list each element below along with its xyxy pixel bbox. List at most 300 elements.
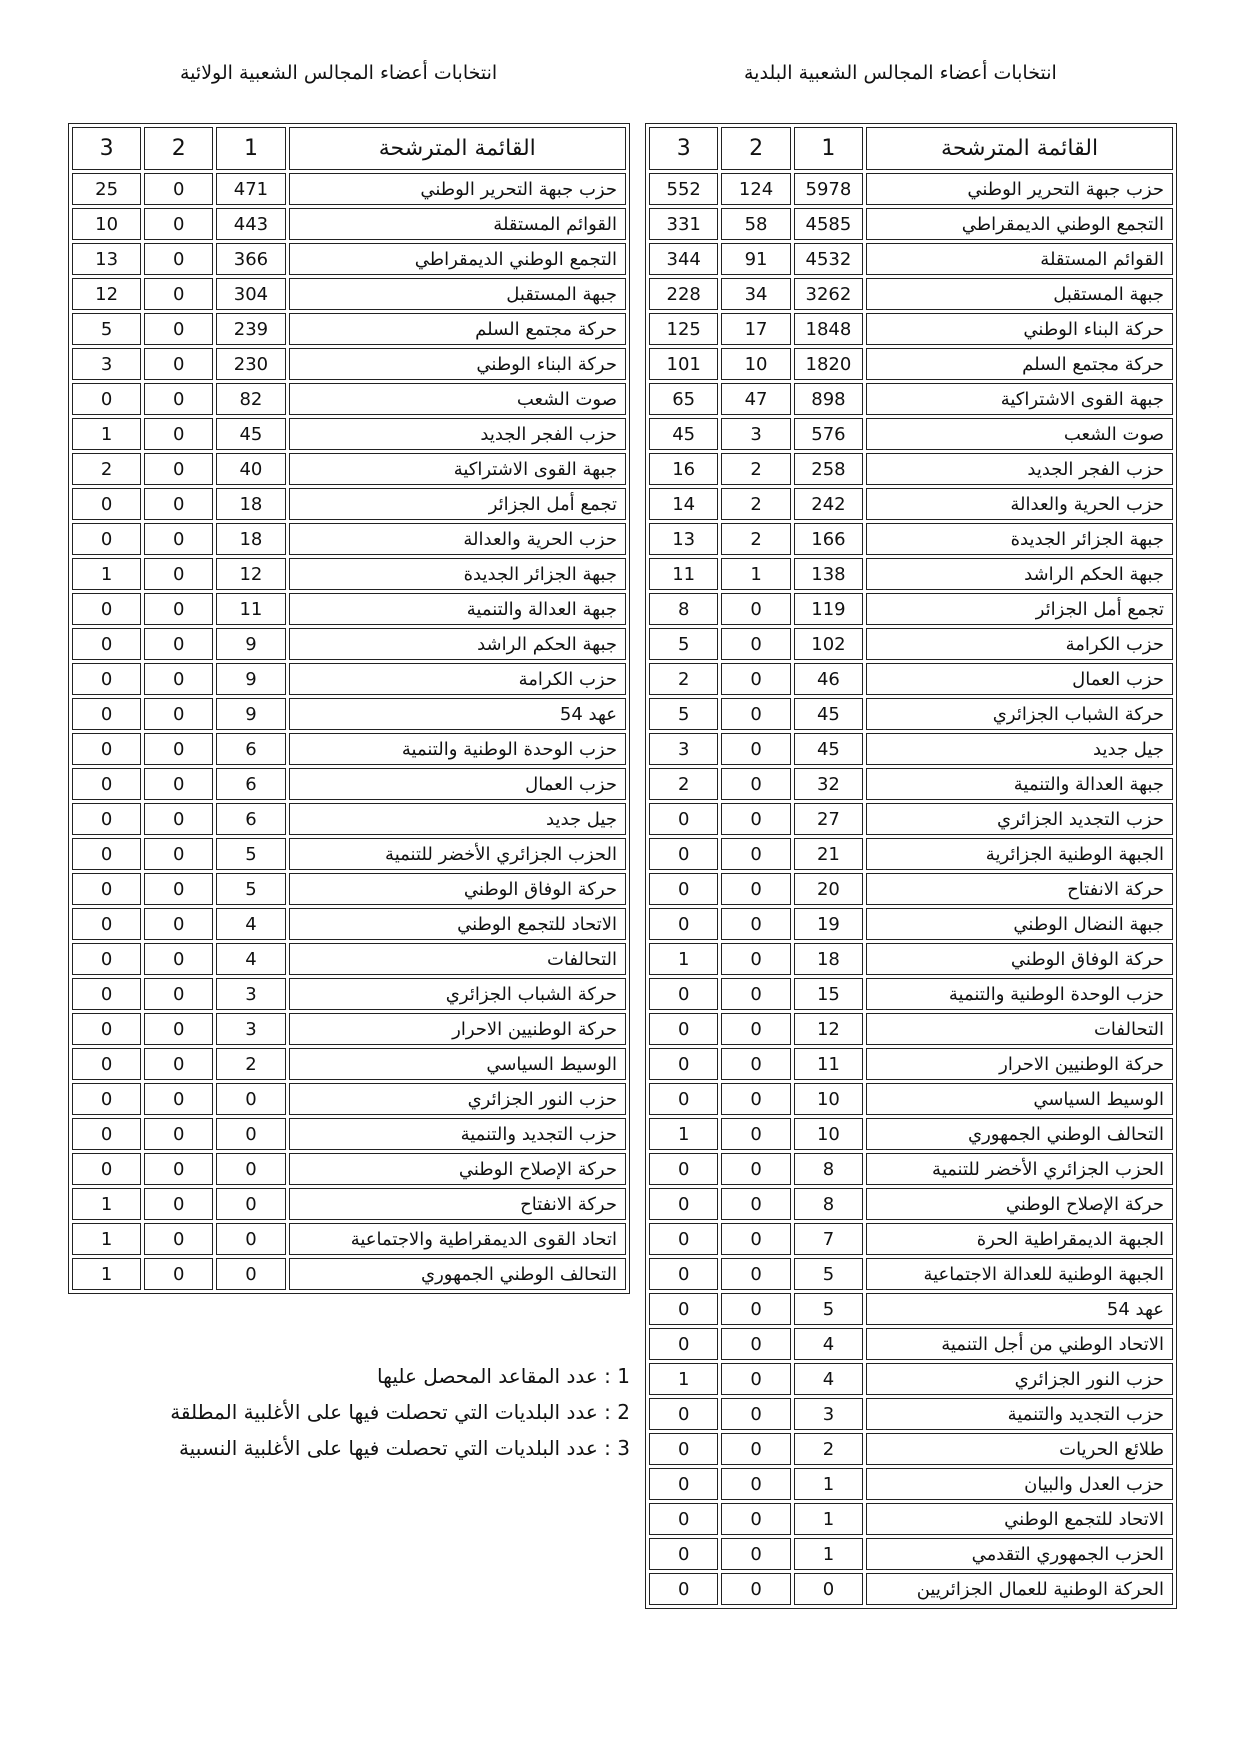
header-list: القائمة المترشحة — [289, 127, 626, 170]
table-row — [72, 698, 626, 730]
seats-cell: 9 — [216, 628, 285, 660]
party-name-cell: حركة الوفاق الوطني — [289, 873, 626, 905]
header-col-2: 2 — [721, 127, 790, 170]
baladia-results-table — [645, 123, 1177, 1609]
party-name-cell: القوائم المستقلة — [289, 208, 626, 240]
seats-cell: 0 — [216, 1188, 285, 1220]
seats-cell: 242 — [794, 488, 863, 520]
table-row — [72, 1048, 626, 1080]
table-row — [649, 1223, 1173, 1255]
party-name-cell: حركة مجتمع السلم — [289, 313, 626, 345]
relative-majority-cell: 11 — [649, 558, 718, 590]
party-name-cell: جبهة القوى الاشتراكية — [289, 453, 626, 485]
seats-cell: 304 — [216, 278, 285, 310]
relative-majority-cell: 5 — [72, 313, 141, 345]
seats-cell: 9 — [216, 698, 285, 730]
relative-majority-cell: 3 — [72, 348, 141, 380]
party-name-cell: الجبهة الوطنية للعدالة الاجتماعية — [866, 1258, 1173, 1290]
table-row — [649, 1503, 1173, 1535]
table-row — [649, 523, 1173, 555]
absolute-majority-cell: 47 — [721, 383, 790, 415]
table-row — [649, 1013, 1173, 1045]
baladia-title: انتخابات أعضاء المجالس الشعبية البلدية — [744, 62, 1057, 84]
party-name-cell: صوت الشعب — [289, 383, 626, 415]
table-row — [649, 383, 1173, 415]
seats-cell: 0 — [794, 1573, 863, 1605]
relative-majority-cell: 0 — [649, 1223, 718, 1255]
absolute-majority-cell: 17 — [721, 313, 790, 345]
absolute-majority-cell: 2 — [721, 523, 790, 555]
table-row — [72, 908, 626, 940]
table-row — [72, 208, 626, 240]
absolute-majority-cell: 58 — [721, 208, 790, 240]
party-name-cell: التجمع الوطني الديمقراطي — [866, 208, 1173, 240]
absolute-majority-cell: 0 — [144, 1083, 213, 1115]
relative-majority-cell: 45 — [649, 418, 718, 450]
seats-cell: 1 — [794, 1468, 863, 1500]
table-row — [649, 243, 1173, 275]
relative-majority-cell: 0 — [649, 1468, 718, 1500]
absolute-majority-cell: 0 — [721, 1538, 790, 1570]
seats-cell: 20 — [794, 873, 863, 905]
party-name-cell: حزب الكرامة — [289, 663, 626, 695]
absolute-majority-cell: 91 — [721, 243, 790, 275]
party-name-cell: حركة الإصلاح الوطني — [289, 1153, 626, 1185]
seats-cell: 5 — [216, 873, 285, 905]
party-name-cell: الاتحاد للتجمع الوطني — [289, 908, 626, 940]
table-row — [649, 173, 1173, 205]
seats-cell: 11 — [216, 593, 285, 625]
absolute-majority-cell: 0 — [144, 803, 213, 835]
absolute-majority-cell: 0 — [721, 1468, 790, 1500]
absolute-majority-cell: 0 — [721, 1188, 790, 1220]
relative-majority-cell: 13 — [72, 243, 141, 275]
party-name-cell: الجبهة الوطنية الجزائرية — [866, 838, 1173, 870]
party-name-cell: الحزب الجزائري الأخضر للتنمية — [289, 838, 626, 870]
absolute-majority-cell: 0 — [144, 838, 213, 870]
party-name-cell: حزب التجديد والتنمية — [866, 1398, 1173, 1430]
party-name-cell: حزب الفجر الجديد — [289, 418, 626, 450]
table-row — [649, 663, 1173, 695]
absolute-majority-cell: 0 — [144, 243, 213, 275]
relative-majority-cell: 0 — [72, 838, 141, 870]
table-row — [649, 908, 1173, 940]
seats-cell: 138 — [794, 558, 863, 590]
table-row — [72, 838, 626, 870]
party-name-cell: جبهة الجزائر الجديدة — [866, 523, 1173, 555]
absolute-majority-cell: 0 — [144, 488, 213, 520]
seats-cell: 27 — [794, 803, 863, 835]
party-name-cell: جيل جديد — [289, 803, 626, 835]
relative-majority-cell: 0 — [72, 593, 141, 625]
relative-majority-cell: 10 — [72, 208, 141, 240]
relative-majority-cell: 1 — [72, 1223, 141, 1255]
seats-cell: 6 — [216, 733, 285, 765]
table-row — [649, 488, 1173, 520]
seats-cell: 1 — [794, 1538, 863, 1570]
party-name-cell: حركة مجتمع السلم — [866, 348, 1173, 380]
relative-majority-cell: 0 — [72, 523, 141, 555]
seats-cell: 32 — [794, 768, 863, 800]
absolute-majority-cell: 0 — [144, 1188, 213, 1220]
absolute-majority-cell: 0 — [721, 1503, 790, 1535]
table-row — [72, 1013, 626, 1045]
table-row — [72, 593, 626, 625]
table-row — [72, 488, 626, 520]
absolute-majority-cell: 0 — [144, 698, 213, 730]
absolute-majority-cell: 0 — [144, 558, 213, 590]
relative-majority-cell: 0 — [649, 978, 718, 1010]
table-row — [649, 803, 1173, 835]
relative-majority-cell: 12 — [72, 278, 141, 310]
legend-item-2: 2 : عدد البلديات التي تحصلت فيها على الأغلبية المطلقة — [170, 1400, 630, 1424]
relative-majority-cell: 228 — [649, 278, 718, 310]
party-name-cell: تجمع أمل الجزائر — [289, 488, 626, 520]
table-row — [72, 173, 626, 205]
party-name-cell: جبهة المستقبل — [866, 278, 1173, 310]
seats-cell: 18 — [216, 488, 285, 520]
relative-majority-cell: 16 — [649, 453, 718, 485]
table-row — [649, 628, 1173, 660]
party-name-cell: جبهة الحكم الراشد — [866, 558, 1173, 590]
seats-cell: 4 — [216, 943, 285, 975]
header-list: القائمة المترشحة — [866, 127, 1173, 170]
table-row — [649, 1538, 1173, 1570]
absolute-majority-cell: 0 — [721, 1083, 790, 1115]
relative-majority-cell: 0 — [649, 1293, 718, 1325]
absolute-majority-cell: 0 — [144, 1223, 213, 1255]
absolute-majority-cell: 0 — [721, 1153, 790, 1185]
relative-majority-cell: 1 — [649, 1363, 718, 1395]
party-name-cell: حزب جبهة التحرير الوطني — [289, 173, 626, 205]
seats-cell: 8 — [794, 1153, 863, 1185]
party-name-cell: حزب جبهة التحرير الوطني — [866, 173, 1173, 205]
relative-majority-cell: 0 — [72, 1048, 141, 1080]
table-row — [72, 558, 626, 590]
header-col-1: 1 — [794, 127, 863, 170]
relative-majority-cell: 2 — [649, 663, 718, 695]
party-name-cell: حركة الوطنيين الاحرار — [289, 1013, 626, 1045]
party-name-cell: التجمع الوطني الديمقراطي — [289, 243, 626, 275]
table-row — [72, 523, 626, 555]
seats-cell: 102 — [794, 628, 863, 660]
seats-cell: 443 — [216, 208, 285, 240]
table-row — [72, 768, 626, 800]
absolute-majority-cell: 0 — [144, 1013, 213, 1045]
party-name-cell: تجمع أمل الجزائر — [866, 593, 1173, 625]
absolute-majority-cell: 0 — [144, 348, 213, 380]
seats-cell: 3 — [216, 978, 285, 1010]
party-name-cell: عهد 54 — [866, 1293, 1173, 1325]
absolute-majority-cell: 0 — [144, 628, 213, 660]
party-name-cell: الاتحاد للتجمع الوطني — [866, 1503, 1173, 1535]
relative-majority-cell: 0 — [72, 908, 141, 940]
relative-majority-cell: 1 — [649, 943, 718, 975]
relative-majority-cell: 0 — [72, 1083, 141, 1115]
party-name-cell: الحزب الجزائري الأخضر للتنمية — [866, 1153, 1173, 1185]
absolute-majority-cell: 0 — [144, 943, 213, 975]
relative-majority-cell: 0 — [72, 383, 141, 415]
table-header-row — [649, 127, 1173, 170]
absolute-majority-cell: 0 — [144, 1258, 213, 1290]
relative-majority-cell: 0 — [649, 1538, 718, 1570]
relative-majority-cell: 331 — [649, 208, 718, 240]
absolute-majority-cell: 0 — [721, 1223, 790, 1255]
party-name-cell: حزب التجديد والتنمية — [289, 1118, 626, 1150]
absolute-majority-cell: 2 — [721, 453, 790, 485]
party-name-cell: حزب النور الجزائري — [289, 1083, 626, 1115]
relative-majority-cell: 1 — [72, 1258, 141, 1290]
absolute-majority-cell: 0 — [144, 418, 213, 450]
relative-majority-cell: 0 — [649, 1503, 718, 1535]
table-row — [649, 593, 1173, 625]
absolute-majority-cell: 0 — [144, 173, 213, 205]
absolute-majority-cell: 0 — [144, 1153, 213, 1185]
absolute-majority-cell: 0 — [721, 1398, 790, 1430]
relative-majority-cell: 0 — [72, 663, 141, 695]
absolute-majority-cell: 0 — [721, 698, 790, 730]
table-row — [72, 978, 626, 1010]
relative-majority-cell: 0 — [649, 873, 718, 905]
legend-item-3: 3 : عدد البلديات التي تحصلت فيها على الأغلبية النسبية — [178, 1436, 630, 1460]
seats-cell: 6 — [216, 803, 285, 835]
relative-majority-cell: 0 — [72, 943, 141, 975]
party-name-cell: حركة الوفاق الوطني — [866, 943, 1173, 975]
seats-cell: 5978 — [794, 173, 863, 205]
absolute-majority-cell: 0 — [721, 1433, 790, 1465]
relative-majority-cell: 0 — [649, 1258, 718, 1290]
seats-cell: 10 — [794, 1118, 863, 1150]
seats-cell: 1820 — [794, 348, 863, 380]
absolute-majority-cell: 0 — [721, 803, 790, 835]
table-row — [72, 873, 626, 905]
relative-majority-cell: 0 — [649, 1013, 718, 1045]
table-row — [649, 1398, 1173, 1430]
relative-majority-cell: 0 — [72, 1013, 141, 1045]
table-row — [649, 208, 1173, 240]
absolute-majority-cell: 10 — [721, 348, 790, 380]
seats-cell: 2 — [216, 1048, 285, 1080]
relative-majority-cell: 0 — [72, 628, 141, 660]
seats-cell: 4 — [216, 908, 285, 940]
table-row — [649, 1258, 1173, 1290]
party-name-cell: الوسيط السياسي — [866, 1083, 1173, 1115]
absolute-majority-cell: 124 — [721, 173, 790, 205]
relative-majority-cell: 0 — [649, 803, 718, 835]
wilaya-title: انتخابات أعضاء المجالس الشعبية الولائية — [180, 62, 498, 84]
party-name-cell: حركة البناء الوطني — [289, 348, 626, 380]
absolute-majority-cell: 0 — [144, 1048, 213, 1080]
relative-majority-cell: 125 — [649, 313, 718, 345]
party-name-cell: حزب الفجر الجديد — [866, 453, 1173, 485]
absolute-majority-cell: 0 — [721, 1293, 790, 1325]
relative-majority-cell: 0 — [649, 1328, 718, 1360]
table-row — [649, 768, 1173, 800]
party-name-cell: جبهة المستقبل — [289, 278, 626, 310]
absolute-majority-cell: 0 — [721, 1573, 790, 1605]
relative-majority-cell: 552 — [649, 173, 718, 205]
party-name-cell: حركة الشباب الجزائري — [289, 978, 626, 1010]
table-row — [649, 943, 1173, 975]
party-name-cell: جبهة الحكم الراشد — [289, 628, 626, 660]
table-row — [649, 1083, 1173, 1115]
absolute-majority-cell: 0 — [144, 768, 213, 800]
relative-majority-cell: 14 — [649, 488, 718, 520]
table-row — [649, 838, 1173, 870]
seats-cell: 15 — [794, 978, 863, 1010]
table-row — [649, 1468, 1173, 1500]
table-row — [649, 698, 1173, 730]
absolute-majority-cell: 34 — [721, 278, 790, 310]
table-row — [72, 418, 626, 450]
seats-cell: 18 — [216, 523, 285, 555]
party-name-cell: حركة الإصلاح الوطني — [866, 1188, 1173, 1220]
relative-majority-cell: 5 — [649, 698, 718, 730]
party-name-cell: صوت الشعب — [866, 418, 1173, 450]
party-name-cell: حزب التجديد الجزائري — [866, 803, 1173, 835]
absolute-majority-cell: 0 — [144, 453, 213, 485]
seats-cell: 898 — [794, 383, 863, 415]
absolute-majority-cell: 0 — [144, 523, 213, 555]
relative-majority-cell: 0 — [649, 1153, 718, 1185]
seats-cell: 4 — [794, 1328, 863, 1360]
relative-majority-cell: 0 — [649, 1188, 718, 1220]
relative-majority-cell: 1 — [649, 1118, 718, 1150]
party-name-cell: حزب العدل والبيان — [866, 1468, 1173, 1500]
table-row — [649, 733, 1173, 765]
table-row — [72, 943, 626, 975]
seats-cell: 366 — [216, 243, 285, 275]
table-row — [72, 313, 626, 345]
relative-majority-cell: 1 — [72, 1188, 141, 1220]
table-header-row — [72, 127, 626, 170]
absolute-majority-cell: 0 — [721, 1048, 790, 1080]
relative-majority-cell: 0 — [72, 698, 141, 730]
seats-cell: 45 — [216, 418, 285, 450]
party-name-cell: الحزب الجمهوري التقدمي — [866, 1538, 1173, 1570]
seats-cell: 3262 — [794, 278, 863, 310]
seats-cell: 239 — [216, 313, 285, 345]
relative-majority-cell: 25 — [72, 173, 141, 205]
seats-cell: 4 — [794, 1363, 863, 1395]
table-row — [72, 733, 626, 765]
party-name-cell: جبهة الجزائر الجديدة — [289, 558, 626, 590]
party-name-cell: التحالفات — [289, 943, 626, 975]
absolute-majority-cell: 0 — [721, 873, 790, 905]
table-row — [649, 1293, 1173, 1325]
table-row — [649, 978, 1173, 1010]
seats-cell: 82 — [216, 383, 285, 415]
relative-majority-cell: 0 — [649, 1083, 718, 1115]
relative-majority-cell: 0 — [649, 1048, 718, 1080]
party-name-cell: حزب الوحدة الوطنية والتنمية — [289, 733, 626, 765]
seats-cell: 471 — [216, 173, 285, 205]
absolute-majority-cell: 0 — [721, 663, 790, 695]
table-row — [72, 1188, 626, 1220]
relative-majority-cell: 65 — [649, 383, 718, 415]
absolute-majority-cell: 0 — [721, 943, 790, 975]
party-name-cell: حركة الشباب الجزائري — [866, 698, 1173, 730]
table-row — [72, 1223, 626, 1255]
relative-majority-cell: 13 — [649, 523, 718, 555]
absolute-majority-cell: 0 — [144, 663, 213, 695]
relative-majority-cell: 0 — [649, 1398, 718, 1430]
seats-cell: 0 — [216, 1083, 285, 1115]
seats-cell: 0 — [216, 1118, 285, 1150]
relative-majority-cell: 1 — [72, 418, 141, 450]
wilaya-results-table — [68, 123, 630, 1294]
table-row — [72, 1118, 626, 1150]
seats-cell: 5 — [794, 1293, 863, 1325]
seats-cell: 40 — [216, 453, 285, 485]
seats-cell: 3 — [794, 1398, 863, 1430]
relative-majority-cell: 0 — [649, 908, 718, 940]
absolute-majority-cell: 0 — [144, 208, 213, 240]
party-name-cell: جبهة القوى الاشتراكية — [866, 383, 1173, 415]
seats-cell: 2 — [794, 1433, 863, 1465]
seats-cell: 8 — [794, 1188, 863, 1220]
absolute-majority-cell: 0 — [721, 628, 790, 660]
relative-majority-cell: 1 — [72, 558, 141, 590]
party-name-cell: الحركة الوطنية للعمال الجزائريين — [866, 1573, 1173, 1605]
table-row — [72, 1258, 626, 1290]
seats-cell: 4585 — [794, 208, 863, 240]
relative-majority-cell: 0 — [649, 838, 718, 870]
party-name-cell: الجبهة الديمقراطية الحرة — [866, 1223, 1173, 1255]
table-row — [649, 1188, 1173, 1220]
seats-cell: 5 — [794, 1258, 863, 1290]
absolute-majority-cell: 0 — [721, 593, 790, 625]
seats-cell: 12 — [216, 558, 285, 590]
seats-cell: 6 — [216, 768, 285, 800]
absolute-majority-cell: 0 — [721, 1328, 790, 1360]
table-row — [72, 348, 626, 380]
party-name-cell: طلائع الحريات — [866, 1433, 1173, 1465]
party-name-cell: التحالف الوطني الجمهوري — [866, 1118, 1173, 1150]
party-name-cell: حزب النور الجزائري — [866, 1363, 1173, 1395]
relative-majority-cell: 8 — [649, 593, 718, 625]
seats-cell: 1848 — [794, 313, 863, 345]
relative-majority-cell: 0 — [72, 768, 141, 800]
seats-cell: 4532 — [794, 243, 863, 275]
header-col-1: 1 — [216, 127, 285, 170]
relative-majority-cell: 344 — [649, 243, 718, 275]
absolute-majority-cell: 0 — [721, 838, 790, 870]
party-name-cell: حزب العمال — [289, 768, 626, 800]
absolute-majority-cell: 0 — [721, 1258, 790, 1290]
seats-cell: 7 — [794, 1223, 863, 1255]
party-name-cell: حزب الوحدة الوطنية والتنمية — [866, 978, 1173, 1010]
absolute-majority-cell: 0 — [144, 383, 213, 415]
legend-item-1: 1 : عدد المقاعد المحصل عليها — [377, 1364, 630, 1388]
seats-cell: 9 — [216, 663, 285, 695]
seats-cell: 258 — [794, 453, 863, 485]
seats-cell: 0 — [216, 1258, 285, 1290]
seats-cell: 3 — [216, 1013, 285, 1045]
table-row — [72, 383, 626, 415]
relative-majority-cell: 101 — [649, 348, 718, 380]
absolute-majority-cell: 0 — [144, 278, 213, 310]
party-name-cell: حزب الكرامة — [866, 628, 1173, 660]
relative-majority-cell: 3 — [649, 733, 718, 765]
table-row — [72, 1083, 626, 1115]
relative-majority-cell: 0 — [72, 1118, 141, 1150]
seats-cell: 576 — [794, 418, 863, 450]
seats-cell: 166 — [794, 523, 863, 555]
seats-cell: 11 — [794, 1048, 863, 1080]
absolute-majority-cell: 0 — [721, 1363, 790, 1395]
party-name-cell: حزب الحرية والعدالة — [866, 488, 1173, 520]
